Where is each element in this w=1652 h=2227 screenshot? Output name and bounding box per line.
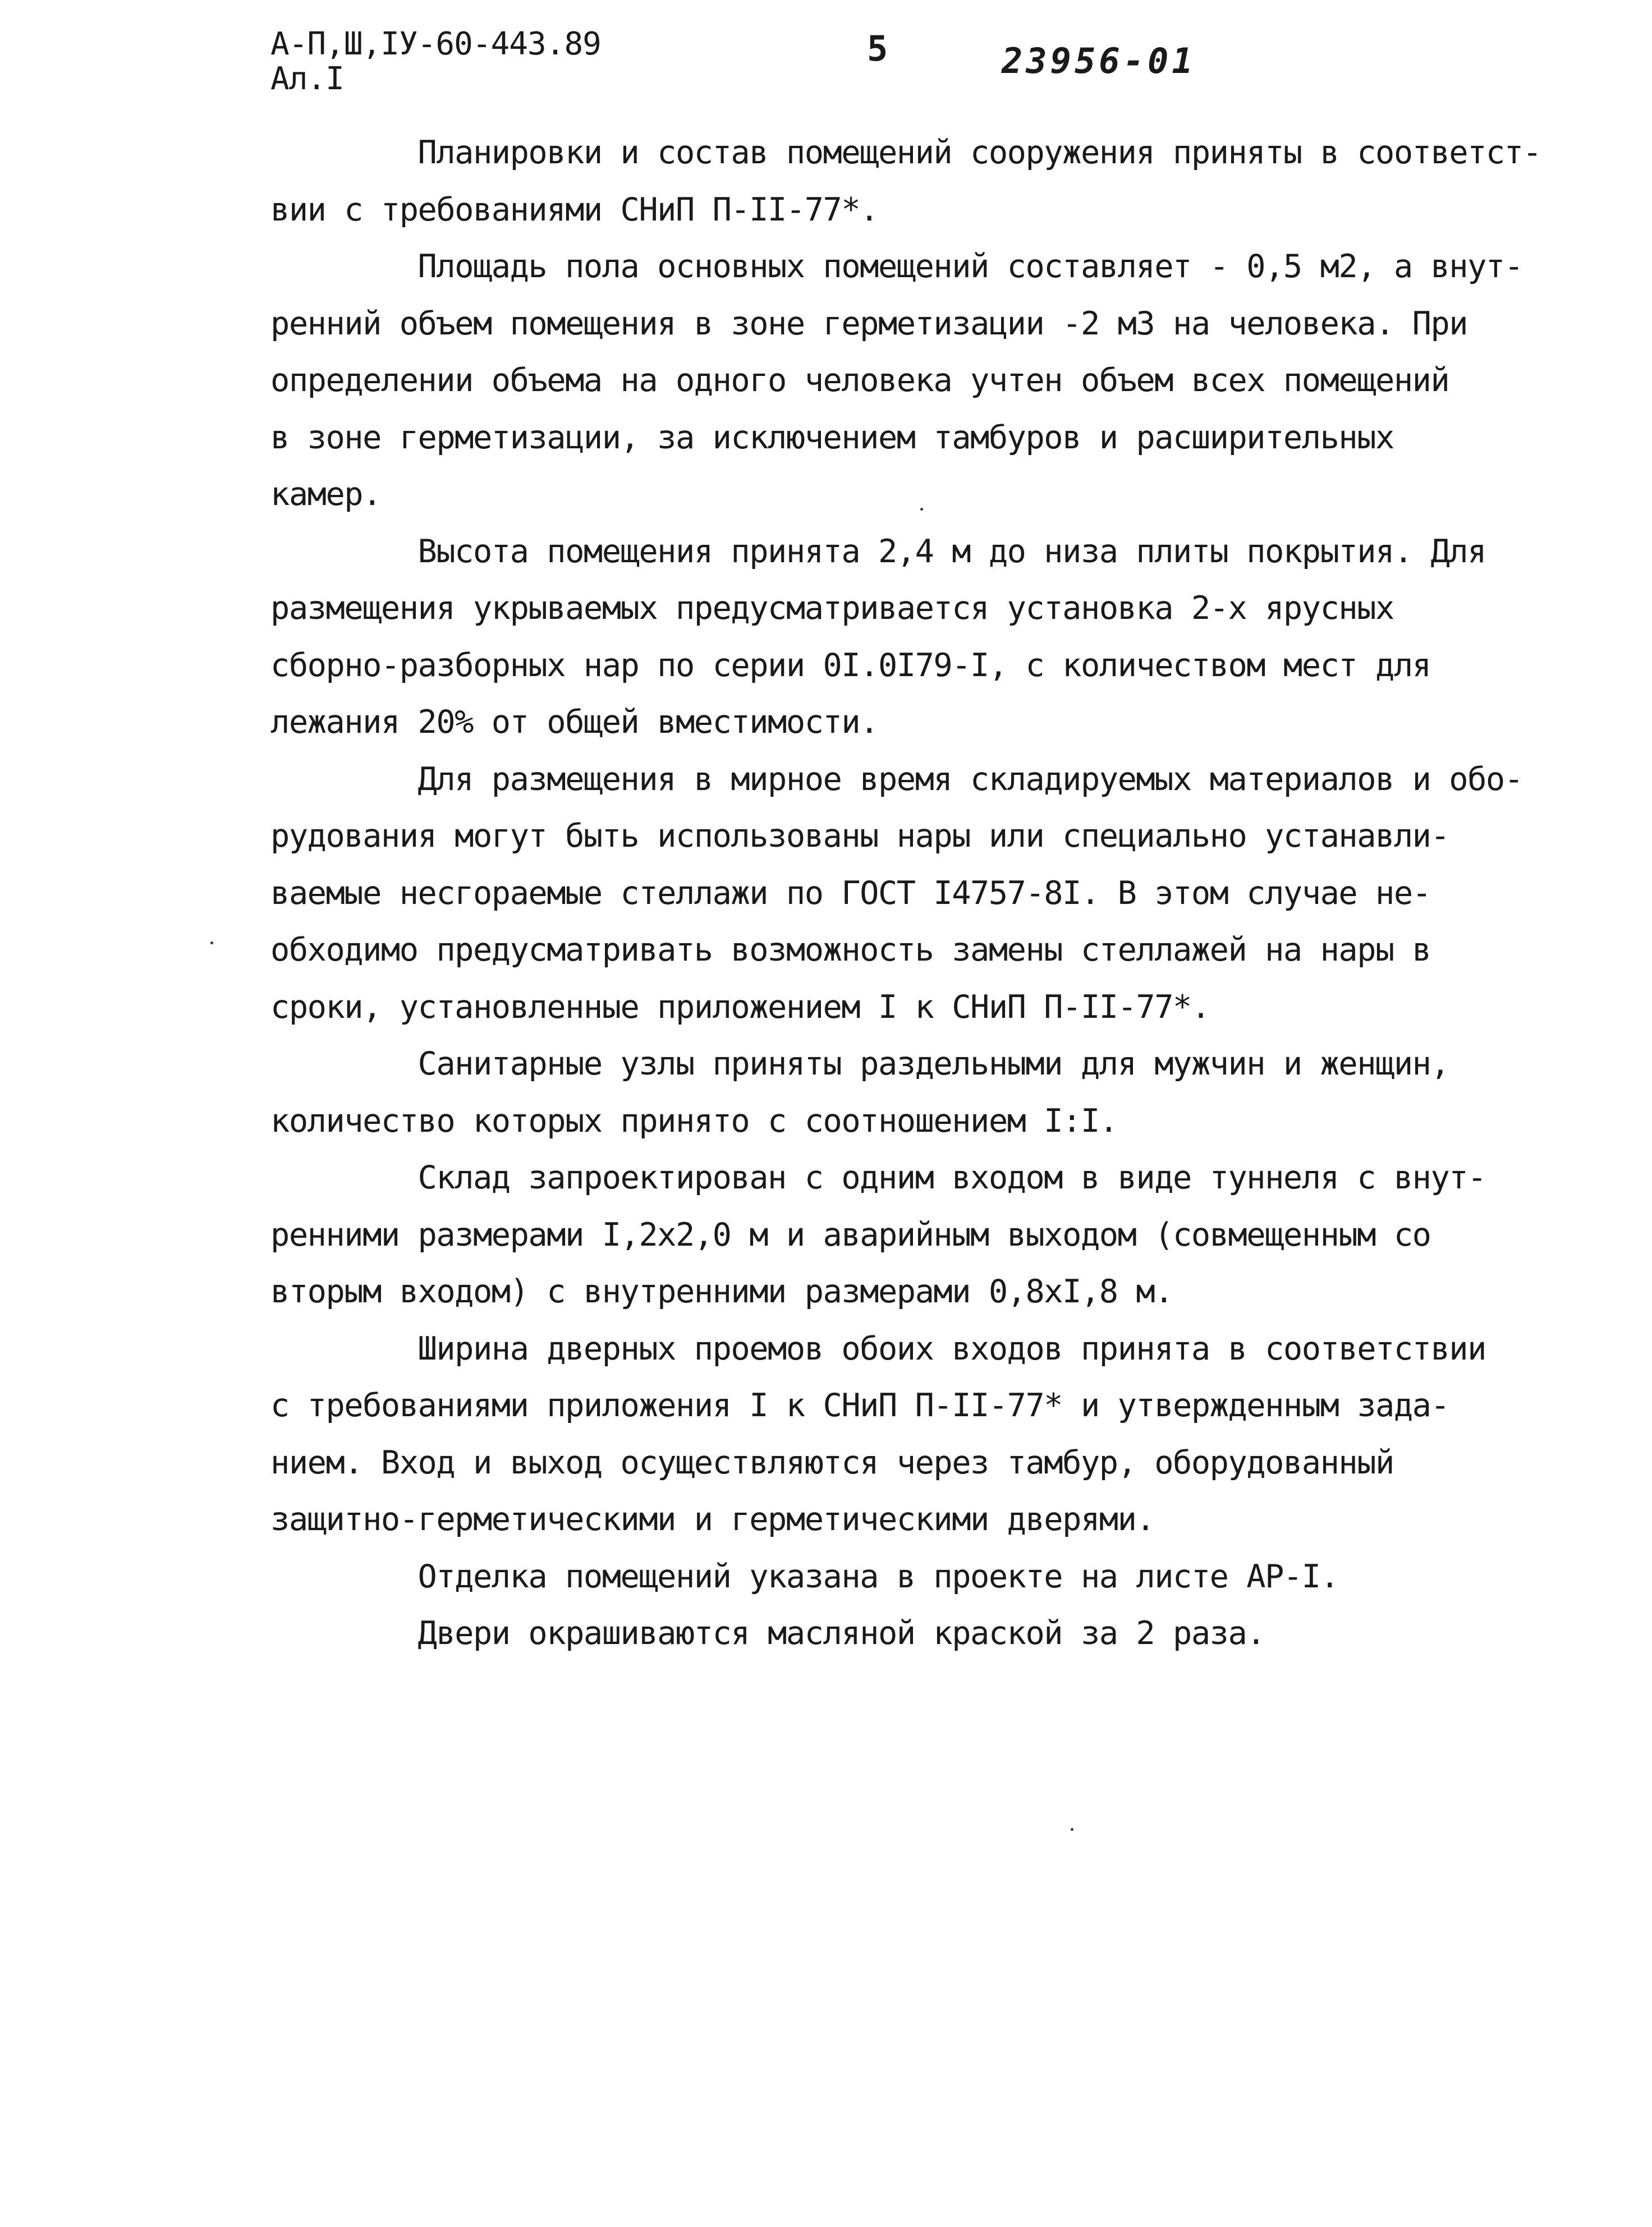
scan-speck	[1071, 1828, 1073, 1831]
text-line: Санитарные узлы приняты раздельными для мужчин и женщин,	[270, 1045, 1449, 1082]
text-line: Ширина дверных проемов обоих входов принята в соответствии	[270, 1330, 1486, 1367]
paragraph	[270, 1150, 1486, 1321]
text-line: рудования могут быть использованы нары или специально устанавли-	[270, 818, 1449, 855]
text-line: Двери окрашиваются масляной краской за 2 раза.	[270, 1615, 1265, 1652]
paragraph	[270, 125, 1541, 238]
document-code-line-2: Ал.I	[270, 61, 344, 97]
text-line: сборно-разборных нар по серии 0I.0I79-I, с количеством мест для	[270, 646, 1431, 684]
text-line: Высота помещения принята 2,4 м до низа плиты покрытия. Для	[270, 532, 1486, 570]
text-line: ренний объем помещения в зоне герметизации -2 м3 на человека. При	[270, 305, 1468, 342]
text-line: защитно-герметическими и герметическими дверями.	[270, 1501, 1155, 1538]
scan-speck	[210, 942, 213, 944]
text-line: сроки, установленные приложением I к СНиП П-II-77*.	[270, 988, 1210, 1026]
paragraph	[270, 524, 1486, 751]
text-line: Склад запроектирован с одним входом в виде туннеля с внут-	[270, 1159, 1486, 1196]
paragraph	[270, 1549, 1421, 1606]
text-line: ренними размерами I,2x2,0 м и аварийным выходом (совмещенным со	[270, 1216, 1431, 1253]
text-line: Планировки и состав помещений сооружения приняты в соответст-	[270, 134, 1541, 171]
text-line: обходимо предусматривать возможность замены стеллажей на нары в	[270, 931, 1431, 968]
text-line: количество которых принято с соотношением I:I.	[270, 1102, 1118, 1140]
text-line: лежания 20% от общей вместимости.	[270, 704, 878, 741]
document-number: 23956-01	[1002, 40, 1196, 81]
text-line: вторым входом) с внутренними размерами 0,8xI,8 м.	[270, 1273, 1173, 1310]
text-line: Отделка помещений указана в проекте на листе АР-I.	[270, 1558, 1339, 1595]
paragraph	[270, 238, 1523, 524]
text-line: нием. Вход и выход осуществляются через тамбур, оборудованный	[270, 1444, 1394, 1481]
text-line: в зоне герметизации, за исключением тамбуров и расширительных	[270, 419, 1394, 456]
text-line: с требованиями приложения I к СНиП П-II-77* и утвержденным зада-	[270, 1387, 1449, 1424]
text-line: Для размещения в мирное время складируемых материалов и обо-	[270, 760, 1523, 798]
body-text	[270, 125, 1541, 1663]
text-line: определении объема на одного человека учтен объем всех помещений	[270, 362, 1449, 399]
scan-speck	[920, 508, 923, 511]
paragraph	[270, 1321, 1486, 1549]
text-line: размещения укрываемых предусматривается установка 2-х ярусных	[270, 590, 1394, 627]
text-line: Площадь пола основных помещений составляет - 0,5 м2, а внут-	[270, 248, 1523, 285]
page-number: 5	[867, 28, 888, 69]
document-code-line-1: А-П,Ш,IУ-60-443.89	[270, 26, 601, 62]
text-line: камер.	[270, 476, 381, 513]
paragraph	[270, 1036, 1449, 1150]
document-code	[270, 27, 601, 97]
text-line: вии с требованиями СНиП П-II-77*.	[270, 191, 878, 228]
paragraph	[270, 751, 1523, 1036]
text-line: ваемые несгораемые стеллажи по ГОСТ I4757-8I. В этом случае не-	[270, 874, 1431, 912]
paragraph	[270, 1605, 1421, 1663]
